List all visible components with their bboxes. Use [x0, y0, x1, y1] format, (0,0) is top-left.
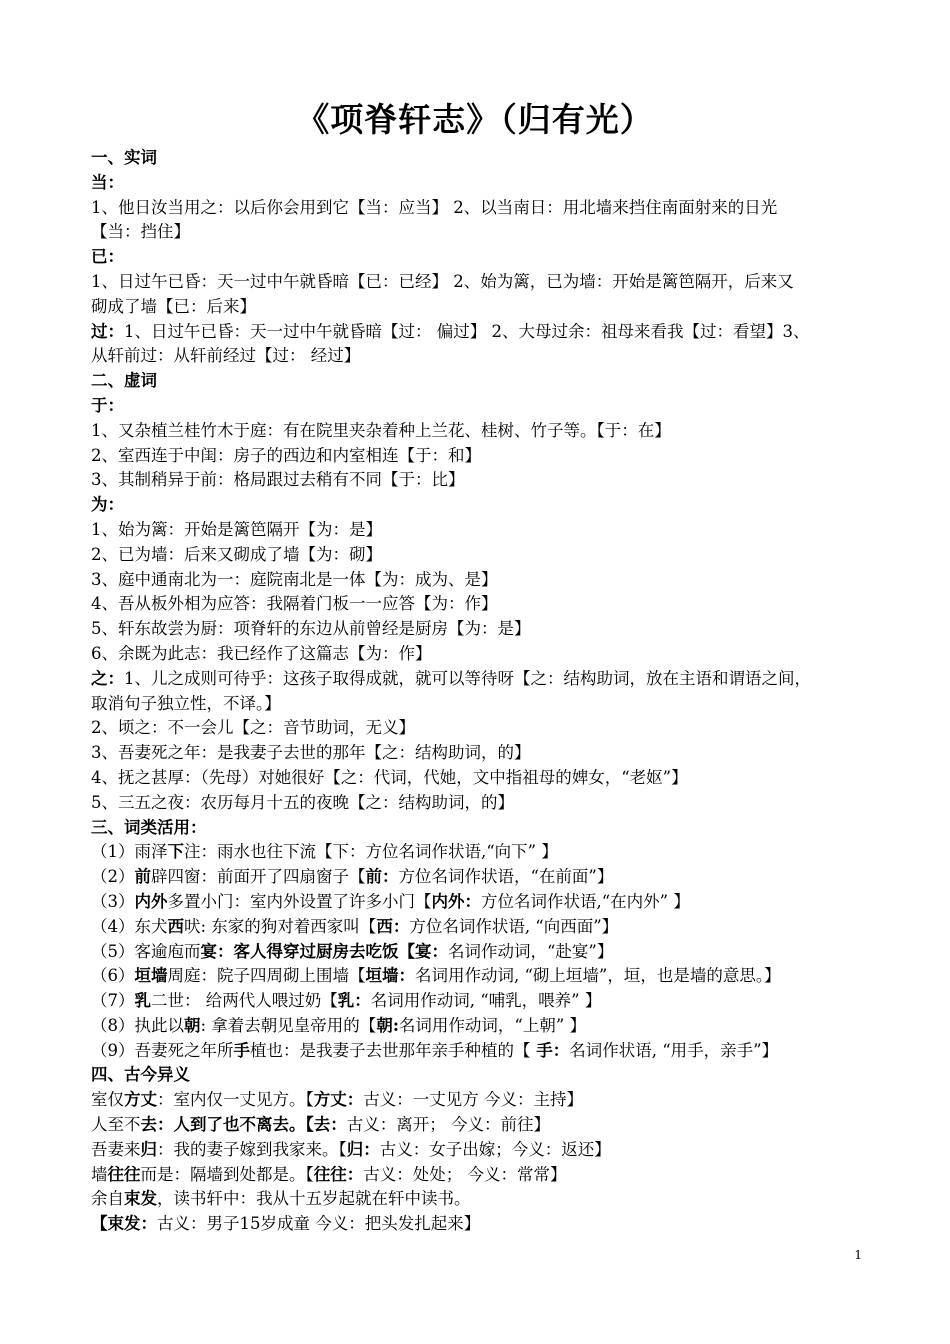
text-run: 6、余既为此志：我已经作了这篇志【为：作】 — [91, 643, 432, 663]
text-run: 方位名词作状语, “向西面”】 — [409, 916, 619, 936]
bold-text: 乳： — [337, 991, 371, 1011]
text-line — [91, 592, 881, 617]
text-line — [91, 369, 881, 394]
text-line — [91, 741, 881, 766]
text-run: 古义：女子出嫁；今义：返还】 — [379, 1139, 611, 1159]
text-run: 从轩前过：从轩前经过【过： 经过】 — [91, 346, 361, 366]
text-run: 取消句子独立性，不译。】 — [91, 693, 281, 713]
text-run: （3） — [91, 891, 135, 911]
text-run: （6） — [91, 966, 135, 986]
bold-text: 束发 — [124, 1189, 157, 1209]
text-run: 1、始为篱：开始是篱笆隔开【为：是】 — [91, 519, 382, 539]
text-run: 古义：处处； 今义：常常】 — [363, 1164, 567, 1184]
text-line — [91, 1014, 881, 1039]
text-line — [91, 245, 881, 270]
text-run: 2、室西连于中闺：房子的西边和内室相连【于：和】 — [91, 445, 481, 465]
text-line — [91, 840, 881, 865]
text-line — [91, 667, 881, 692]
bold-text: 过： — [91, 321, 124, 341]
text-line — [91, 270, 881, 295]
text-run: 古义：离开； 今义：前往】 — [346, 1115, 550, 1135]
text-run: 人至不 — [91, 1115, 141, 1135]
text-run: 古义：一丈见方 今义：主持】 — [363, 1090, 583, 1110]
text-line — [91, 1212, 881, 1237]
bold-text: 三、词类活用： — [91, 817, 207, 837]
bold-text: 于： — [91, 395, 124, 415]
bold-text: 手： — [530, 1040, 570, 1060]
text-line — [91, 890, 881, 915]
bold-text: 去：人到了也不离去。【去： — [140, 1115, 347, 1135]
text-line — [91, 989, 881, 1014]
text-run: 而是：隔墙到处都是。【 — [140, 1164, 314, 1184]
bold-text: 为： — [91, 495, 124, 515]
bold-text: 内外 — [134, 891, 168, 911]
text-run: 5、三五之夜：农历每月十五的夜晚【之：结构助词，的】 — [91, 792, 514, 812]
text-run: ：室内仅一丈见方。【 — [157, 1090, 314, 1110]
document-title: 《项脊轩志》（归有光） — [296, 100, 654, 139]
text-line — [91, 865, 881, 890]
text-line — [91, 940, 881, 965]
bold-text: 西： — [376, 916, 410, 936]
text-line — [91, 295, 881, 320]
text-run: 名词作动词，“赴宴”】 — [448, 941, 614, 961]
text-run: 1、日过午已昏：天一过中午就昏暗【过： 偏过】 2、大母过余：祖母来看我【过：看望】3、 — [124, 321, 810, 341]
bold-text: 一、实词 — [91, 148, 157, 167]
bold-text: 内外： — [431, 891, 481, 911]
text-run: 周庭：院子四周砌上围墙【 — [167, 966, 366, 986]
text-run: 多置小门：室内外设置了许多小门【 — [167, 891, 432, 911]
text-run: 2、已为墙：后来又砌成了墙【为：砌】 — [91, 544, 382, 564]
bold-text: 前 — [134, 867, 151, 887]
text-line — [91, 766, 881, 791]
bold-text: 归： — [346, 1139, 380, 1159]
bold-text: 宴：客人得穿过厨房去吃饭【宴： — [200, 941, 448, 961]
text-line — [91, 964, 881, 989]
text-line — [91, 915, 881, 940]
text-run: 3、庭中通南北为一：庭院南北是一体【为：成为、是】 — [91, 569, 498, 589]
text-run: 名词用作动词, “砌上垣墙”，垣，也是墙的意思。】 — [415, 966, 781, 986]
text-run: 名词用作动词，“上朝” 】 — [398, 1015, 587, 1035]
text-line — [91, 394, 881, 419]
bold-text: 手 — [233, 1040, 250, 1060]
bold-text: 朝 — [184, 1015, 201, 1035]
text-line — [91, 518, 881, 543]
text-run: 古义：男子15岁成童 今义：把头发扎起来】 — [157, 1214, 481, 1234]
text-run: 3、吾妻死之年：是我妻子去世的那年【之：结构助词，的】 — [91, 743, 531, 763]
bold-text: 乳 — [134, 991, 151, 1011]
text-run: （2） — [91, 867, 135, 887]
text-run: 室仅 — [91, 1090, 124, 1110]
text-line — [91, 1113, 881, 1138]
text-run: （1）雨泽 — [91, 842, 168, 862]
bold-text: 之： — [91, 668, 124, 688]
text-run: 2、顷之：不一会儿【之：音节助词，无义】 — [91, 718, 415, 738]
bold-text: 方丈 — [124, 1090, 157, 1110]
text-line — [91, 543, 881, 568]
bold-text: 【束发： — [91, 1214, 157, 1234]
text-run: 1、又杂植兰桂竹木于庭：有在院里夹杂着种上兰花、桂树、竹子等。【于：在】 — [91, 420, 671, 440]
text-line — [91, 1138, 881, 1163]
text-run: 【当：挡住】 — [91, 222, 190, 242]
document-body — [91, 146, 881, 1237]
text-line — [91, 791, 881, 816]
text-line — [91, 716, 881, 741]
text-run: 植也：是我妻子去世那年亲手种植的【 — [250, 1040, 531, 1060]
text-line — [91, 493, 881, 518]
text-line — [91, 320, 881, 345]
bold-text: 当： — [91, 172, 124, 192]
bold-text: 往往： — [313, 1164, 364, 1184]
bold-text: 垣墙： — [365, 966, 415, 986]
text-run: 3、其制稍异于前：格局跟过去稍有不同【于：比】 — [91, 470, 465, 490]
text-run: 4、抚之甚厚：（先母）对她很好【之：代词，代她，文中指祖母的婢女，“老妪”】 — [91, 767, 688, 787]
text-line — [91, 1063, 881, 1088]
text-run: 1、儿之成则可待乎：这孩子取得成就，就可以等待呀【之：结构助词，放在主语和谓语之间， — [124, 668, 811, 688]
bold-text: 西 — [167, 916, 184, 936]
text-line — [91, 1187, 881, 1212]
text-run: ，读书轩中：我从十五岁起就在轩中读书。 — [157, 1189, 471, 1209]
text-line — [91, 1163, 881, 1188]
text-run: 名词作状语, “用手，亲手”】 — [569, 1040, 779, 1060]
text-line — [91, 568, 881, 593]
text-run: 1、日过午已昏：天一过中午就昏暗【已：已经】 2、始为篱，已为墙：开始是篱笆隔开，后来又 — [91, 271, 794, 291]
bold-text: 下 — [167, 842, 184, 862]
text-line — [91, 444, 881, 469]
text-line — [91, 344, 881, 369]
text-line — [91, 196, 881, 221]
bold-text: 方丈： — [313, 1090, 364, 1110]
bold-text: 往往 — [107, 1164, 141, 1184]
bold-text: 已： — [91, 247, 124, 267]
text-run: 二世： 给两代人喂过奶【 — [151, 991, 338, 1011]
text-run: 墙 — [91, 1164, 108, 1184]
text-line — [91, 816, 881, 841]
text-run: （5）客逾庖而 — [91, 941, 201, 961]
text-line — [91, 642, 881, 667]
text-run: 名词用作动词, “哺乳，喂养” 】 — [370, 991, 602, 1011]
text-run: 1、他日汝当用之：以后你会用到它【当：应当】 2、以当南日：用北墙来挡住南面射来的日光 — [91, 197, 778, 217]
text-line — [91, 220, 881, 245]
text-run: : 拿着去朝见皇帝用的【 — [200, 1015, 377, 1035]
bold-text: 垣墙 — [134, 966, 168, 986]
text-run: 辟四窗：前面开了四扇窗子【 — [151, 867, 366, 887]
text-line — [91, 1039, 881, 1064]
text-line — [91, 171, 881, 196]
bold-text: 朝: — [376, 1015, 399, 1035]
bold-text: 前： — [365, 867, 399, 887]
text-line — [91, 617, 881, 642]
text-run: ：我的妻子嫁到我家来。【 — [157, 1139, 347, 1159]
text-run: （9）吾妻死之年所 — [91, 1040, 234, 1060]
text-run: （8）执此以 — [91, 1015, 184, 1035]
text-line — [91, 468, 881, 493]
text-run: 5、轩东故尝为厨：项脊轩的东边从前曾经是厨房【为：是】 — [91, 619, 531, 639]
text-run: 4、吾从板外相为应答：我隔着门板一一应答【为：作】 — [91, 594, 498, 614]
text-line — [91, 419, 881, 444]
bold-text: 四、古今异义 — [91, 1065, 190, 1085]
text-line — [91, 146, 881, 171]
text-run: 吾妻来 — [91, 1139, 141, 1159]
text-run: （4）东犬 — [91, 916, 168, 936]
text-run: 方位名词作状语,“在内外” 】 — [481, 891, 690, 911]
text-line — [91, 1088, 881, 1113]
page-number: 1 — [854, 1248, 862, 1262]
bold-text: 二、虚词 — [91, 371, 157, 391]
bold-text: 归 — [140, 1139, 157, 1159]
text-run: 注：雨水也往下流【下：方位名词作状语,“向下” 】 — [184, 842, 558, 862]
text-run: 余自 — [91, 1189, 124, 1209]
text-run: （7） — [91, 991, 135, 1011]
text-run: 吠: 东家的狗对着西家叫【 — [184, 916, 377, 936]
text-run: 砌成了墙【已：后来】 — [91, 296, 256, 316]
text-line — [91, 692, 881, 717]
text-run: 方位名词作状语，“在前面”】 — [398, 867, 614, 887]
